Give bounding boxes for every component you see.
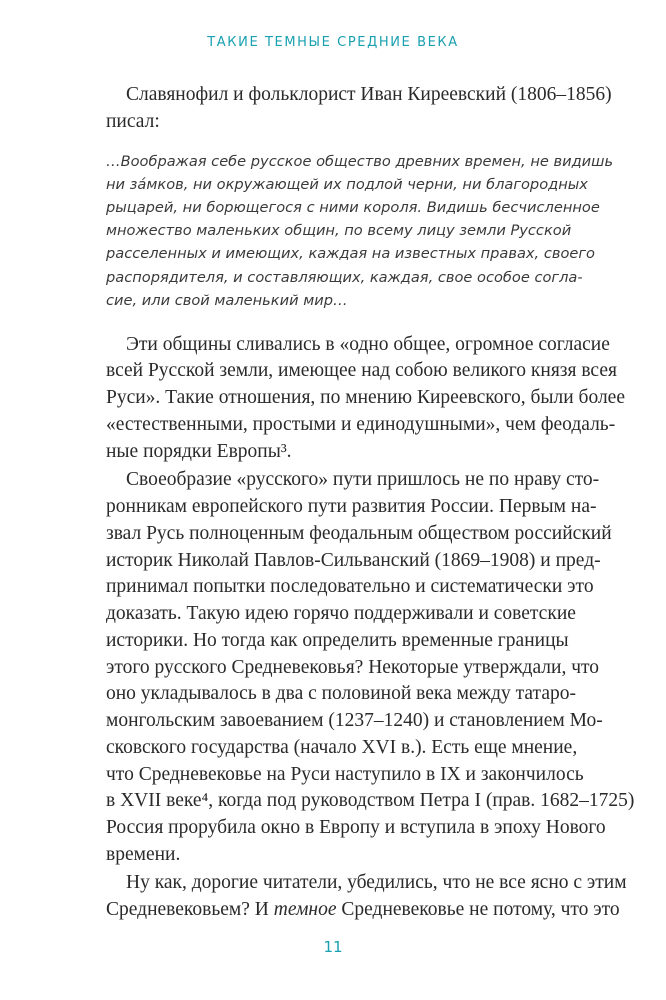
text-line: этого русского Средневековья? Некоторые утверждали, что: [106, 656, 600, 678]
text-line: принимал попытки последовательно и систематически это: [106, 576, 594, 598]
running-head: ТАКИЕ ТЕМНЫЕ СРЕДНИЕ ВЕКА: [207, 35, 459, 50]
quote-line: сие, или свой маленький мир…: [106, 291, 348, 309]
text-line: сковского государства (начало XVI в.). Есть еще мнение,: [106, 736, 578, 758]
text-line: монгольским завоеванием (1237–1240) и становлением Мо-: [106, 710, 603, 731]
text-line: историки. Но тогда как определить временные границы: [106, 629, 569, 651]
text-line: ные порядки Европы³.: [106, 440, 292, 462]
quote-line: множество маленьких общин, по всему лицу земли Русской: [106, 222, 572, 240]
emphasized-word: темное: [273, 899, 337, 920]
text-fragment: Средневековьем? И: [106, 899, 274, 920]
quote-line: …Воображая себе русское общество древних времен, не видишь: [106, 152, 614, 170]
text-line: [106, 895, 620, 925]
quote-line: ни за́мков, ни окружающей их подлой черни, ни благородных: [106, 175, 588, 193]
text-line: доказать. Такую идею горячо поддерживали и советские: [106, 603, 576, 624]
text-line: что Средневековье на Руси наступило в IX и закончилось: [106, 763, 584, 785]
quote-line: распорядителя, и составляющих, каждая, свое особое согла-: [106, 268, 583, 286]
text-fragment: Средневековье не потому, что это: [336, 899, 620, 920]
text-line: в XVII веке⁴, когда под руководством Петра I (прав. 1682–1725): [106, 790, 635, 812]
text-line: всей Русской земли, имеющее над собою великого князя всея: [106, 360, 617, 382]
text-line: Ну как, дорогие читатели, убедились, что не все ясно с этим: [126, 872, 627, 894]
text-line: писал:: [106, 110, 160, 132]
text-line: «естественными, простыми и единодушными», чем феодаль-: [106, 413, 616, 435]
text-line: ронникам европейского пути развития России. Первым на-: [106, 496, 597, 517]
text-line: Руси». Такие отношения, по мнению Киреевского, были более: [106, 387, 625, 409]
text-line: Славянофил и фольклорист Иван Киреевский (1806–1856): [126, 84, 612, 105]
text-line: Своеобразие «русского» пути пришлось не по нраву сто-: [126, 469, 600, 491]
quote-line: рыцарей, ни борющегося с ними короля. Видишь бесчисленное: [106, 198, 600, 216]
text-line: историк Николай Павлов-Сильванский (1869–1908) и пред-: [106, 549, 601, 571]
text-line: Россия прорубила окно в Европу и вступила в эпоху Нового: [106, 817, 606, 838]
text-line: Эти общины сливались в «одно общее, огромное согласие: [126, 333, 610, 355]
text-line: звал Русь полноценным феодальным обществом российский: [106, 522, 612, 544]
text-line: времени.: [106, 843, 181, 865]
quote-line: расселенных и имеющих, каждая на известных правах, своего: [106, 245, 595, 263]
text-line: оно укладывалось в два с половиной века между татаро-: [106, 683, 576, 705]
page-number: 11: [323, 938, 343, 956]
